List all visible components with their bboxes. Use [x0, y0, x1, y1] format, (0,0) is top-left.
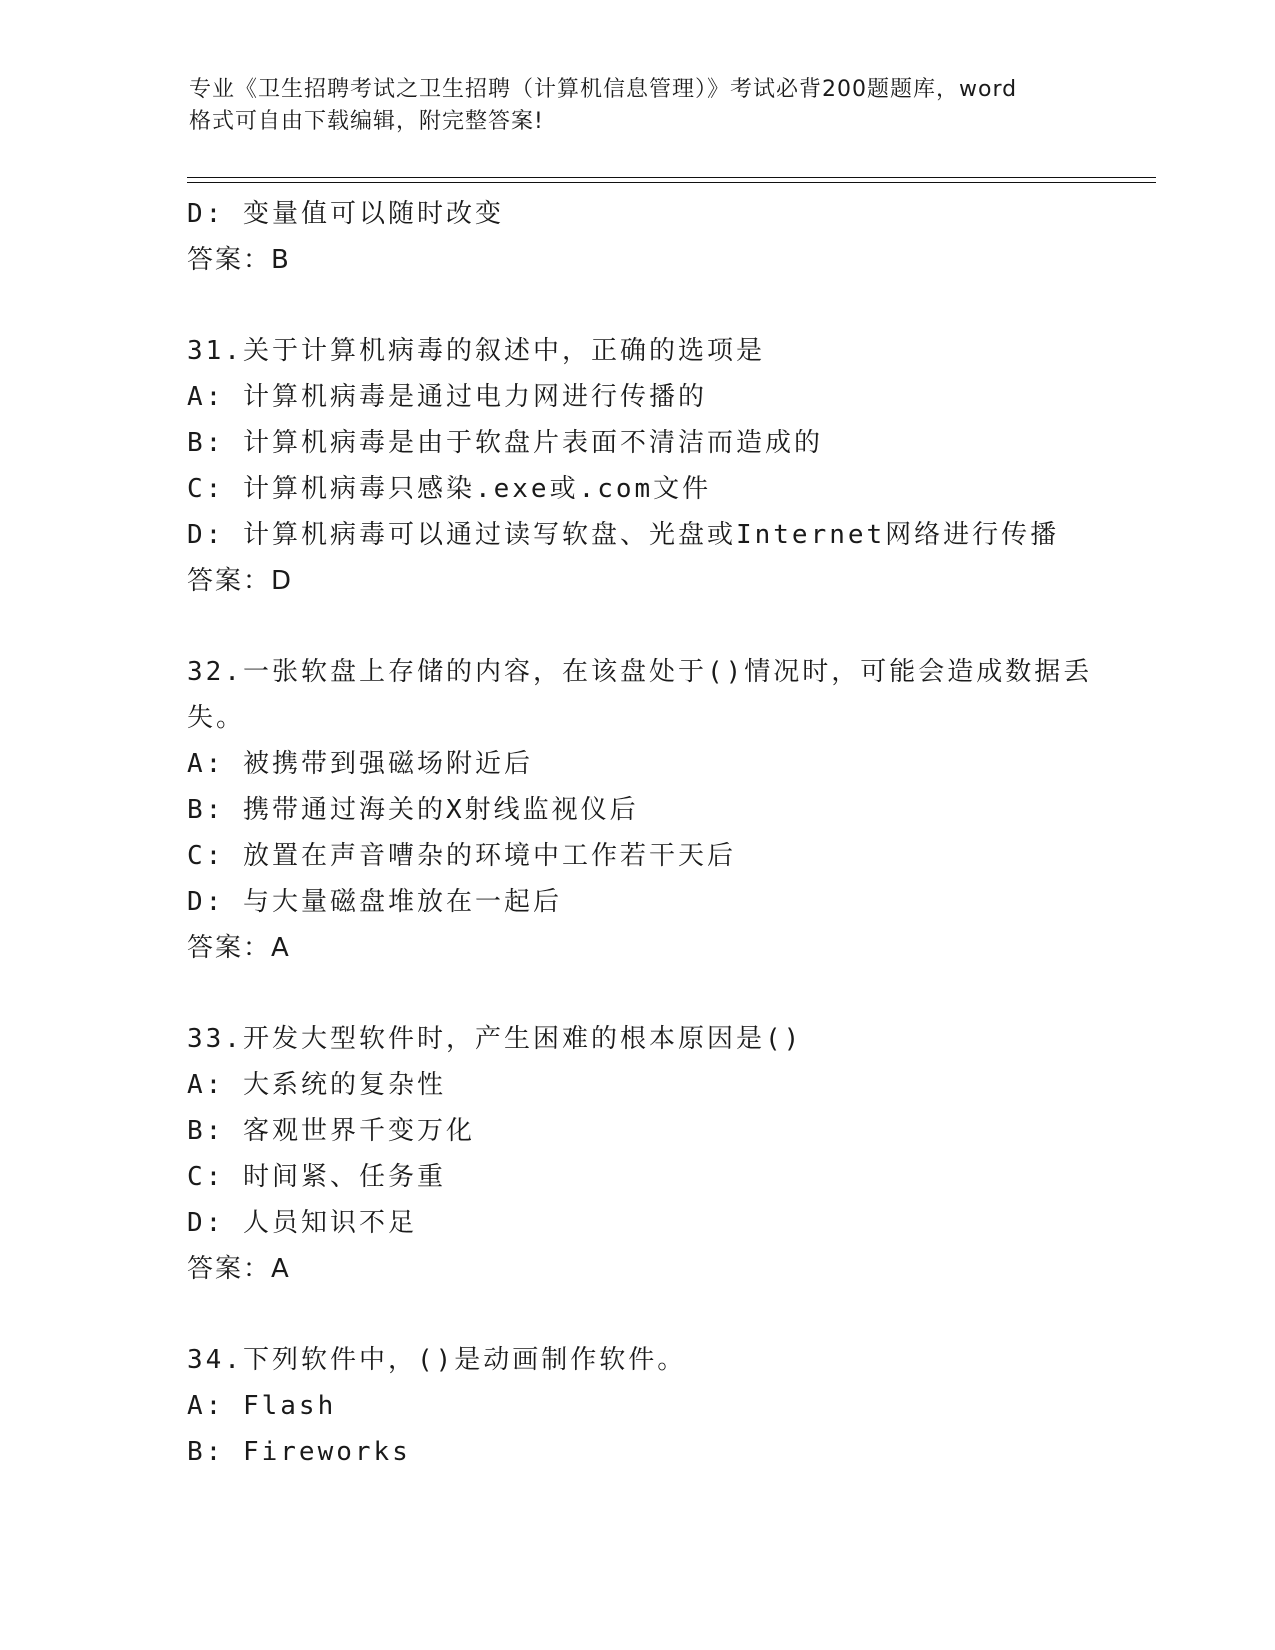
- q32-option-b: B: 携带通过海关的X射线监视仪后: [187, 795, 639, 825]
- q31-answer: 答案：D: [187, 566, 294, 596]
- q32-option-c: C: 放置在声音嘈杂的环境中工作若干天后: [187, 841, 736, 871]
- prev-answer: 答案：B: [187, 245, 291, 275]
- q31-option-a: A: 计算机病毒是通过电力网进行传播的: [187, 382, 707, 412]
- q33-answer: 答案：A: [187, 1254, 291, 1284]
- q31-option-b: B: 计算机病毒是由于软盘片表面不清洁而造成的: [187, 428, 823, 458]
- q32-stem-line-2: 失。: [187, 703, 246, 733]
- document-header: [189, 74, 1089, 138]
- q33-option-d: D: 人员知识不足: [187, 1208, 417, 1238]
- q34-option-b: B: Fireworks: [187, 1437, 411, 1467]
- q34-stem: 34.下列软件中，()是动画制作软件。: [187, 1345, 687, 1375]
- q31-option-d: D: 计算机病毒可以通过读写软盘、光盘或Internet网络进行传播: [187, 520, 1060, 550]
- q32-answer: 答案：A: [187, 933, 291, 963]
- header-rule-bottom: [187, 182, 1156, 183]
- header-line-1: 专业《卫生招聘考试之卫生招聘（计算机信息管理）》考试必背200题题库，word: [189, 77, 1018, 102]
- header-rule-top: [187, 177, 1156, 178]
- header-line-2: 格式可自由下载编辑，附完整答案!: [189, 109, 544, 134]
- q31-stem: 31.关于计算机病毒的叙述中，正确的选项是: [187, 336, 765, 366]
- q32-option-a: A: 被携带到强磁场附近后: [187, 749, 533, 779]
- q34-option-a: A: Flash: [187, 1391, 337, 1421]
- question-list: [187, 191, 1147, 1475]
- q32-option-d: D: 与大量磁盘堆放在一起后: [187, 887, 562, 917]
- q33-option-c: C: 时间紧、任务重: [187, 1162, 446, 1192]
- q33-stem: 33.开发大型软件时，产生困难的根本原因是(): [187, 1024, 803, 1054]
- q33-option-b: B: 客观世界千变万化: [187, 1116, 475, 1146]
- prev-option-d: D: 变量值可以随时改变: [187, 199, 504, 229]
- q32-stem-line-1: 32.一张软盘上存储的内容，在该盘处于()情况时，可能会造成数据丢: [187, 657, 1093, 687]
- q31-option-c: C: 计算机病毒只感染.exe或.com文件: [187, 474, 712, 504]
- q33-option-a: A: 大系统的复杂性: [187, 1070, 446, 1100]
